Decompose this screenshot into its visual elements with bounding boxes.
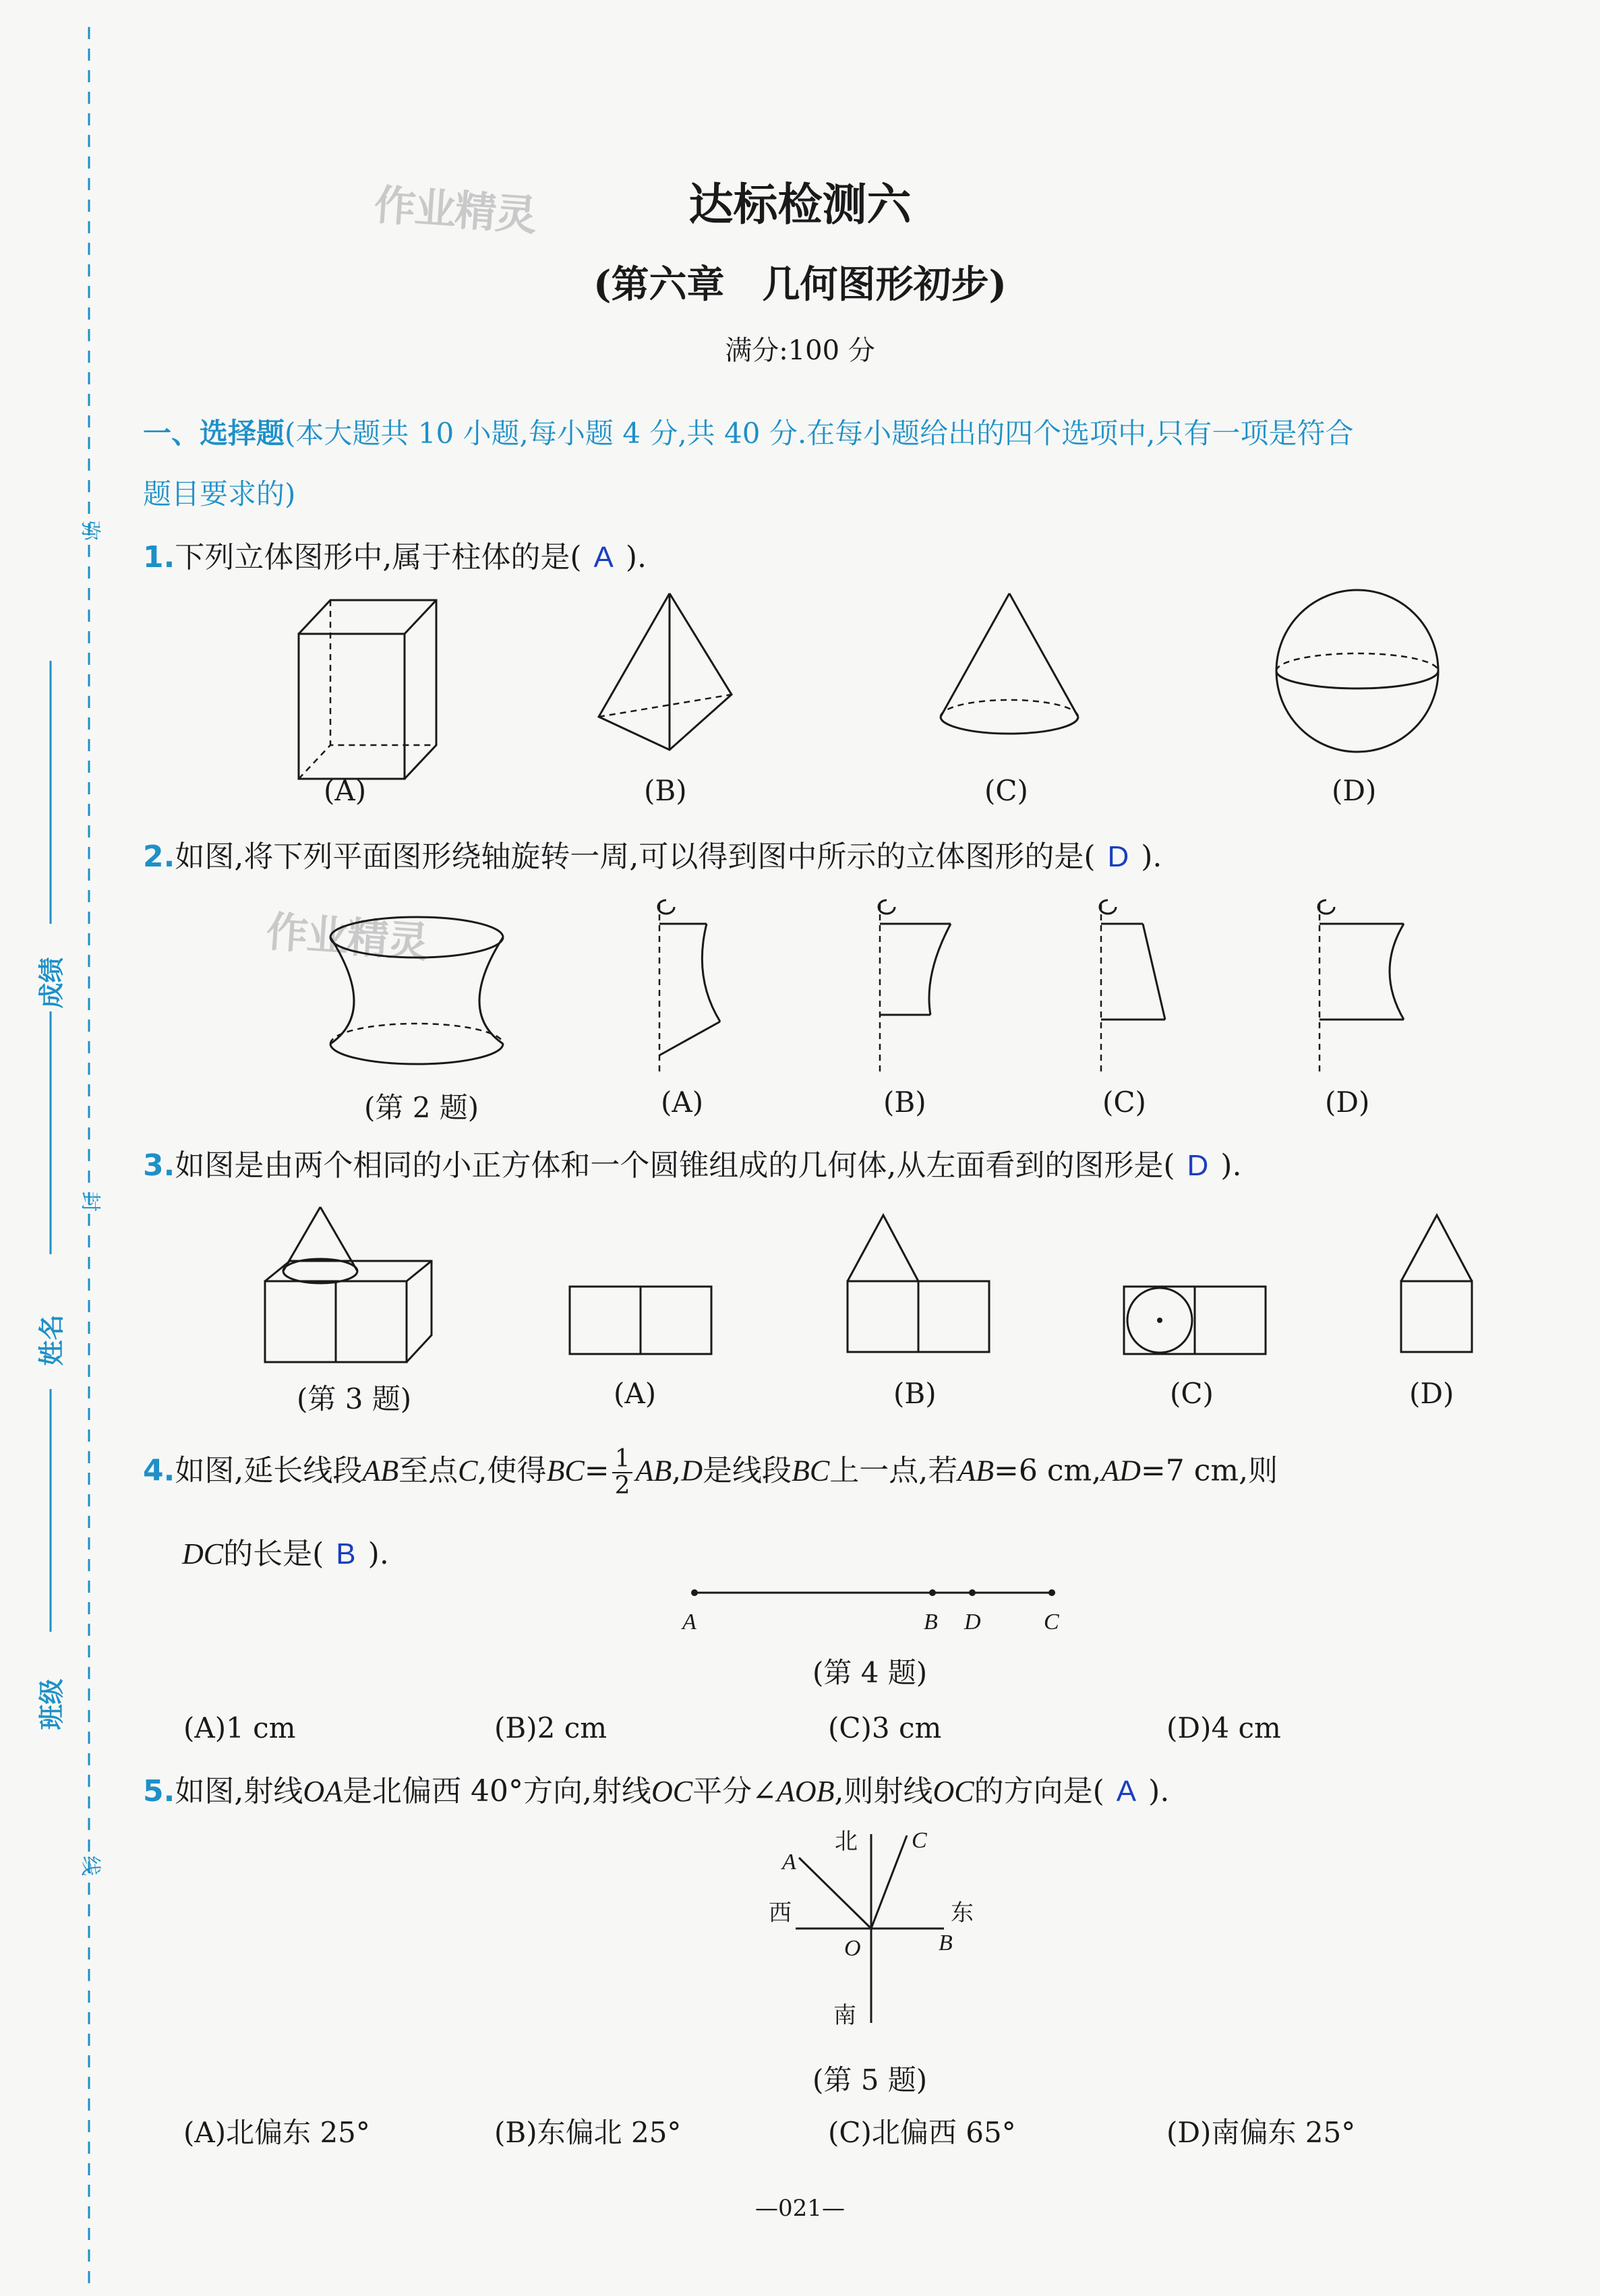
q4-point-c: C xyxy=(458,1454,478,1488)
q4-option-c: (C)3 cm xyxy=(828,1711,942,1744)
q3-end: ). xyxy=(1220,1148,1242,1183)
q3-option-a-figure xyxy=(570,1287,711,1354)
q4-text-f: =6 cm, xyxy=(994,1453,1102,1488)
seal-char-mi: 弥 xyxy=(78,521,102,541)
q4-end: ). xyxy=(367,1537,389,1571)
sidebar-label-chengji: 成绩 xyxy=(36,957,67,1009)
q4-point-d: D xyxy=(681,1454,703,1488)
q4-text-d: 是线段 xyxy=(703,1453,792,1488)
q3-option-c-figure xyxy=(1124,1287,1266,1354)
q2-fig-caption: (第 2 题) xyxy=(364,1091,479,1124)
q3-answer: D xyxy=(1187,1149,1209,1182)
q5-end: ). xyxy=(1148,1774,1170,1808)
sidebar-label-banji: 班级 xyxy=(36,1678,67,1730)
seal-char-xian: 线 xyxy=(78,1856,102,1876)
q5-answer: A xyxy=(1116,1775,1137,1808)
q5-ray-oc-2: OC xyxy=(932,1775,974,1808)
q5-dir-west: 西 xyxy=(769,1901,792,1926)
q2-option-c-figure xyxy=(1100,900,1165,1072)
watermark-mid: 作业精灵 xyxy=(264,906,429,968)
q1-number: 1. xyxy=(143,540,175,575)
q4-text-g: =7 cm,则 xyxy=(1140,1453,1278,1488)
page-title: 达标检测六 xyxy=(688,178,912,231)
q3-label-c: (C) xyxy=(1170,1377,1214,1410)
q5-text-a: 如图,射线 xyxy=(175,1774,303,1808)
q2-option-a-figure xyxy=(658,900,720,1072)
q5-number: 5. xyxy=(143,1774,175,1808)
q3-figures xyxy=(0,1200,1600,1403)
question-1 xyxy=(143,533,647,576)
q1-label-c: (C) xyxy=(984,774,1028,807)
q4-option-a: (A)1 cm xyxy=(183,1711,296,1744)
q3-fig-caption: (第 3 题) xyxy=(297,1382,412,1415)
question-5 xyxy=(143,1767,1169,1810)
q4-text-e: 上一点,若 xyxy=(829,1453,958,1488)
question-3 xyxy=(143,1141,1241,1184)
sphere-figure xyxy=(1276,590,1438,752)
q4-text-c: ,使得 xyxy=(477,1453,547,1488)
page-number: —021— xyxy=(755,2195,845,2222)
q4-eq: = xyxy=(584,1453,610,1488)
q5-ray-oa: OA xyxy=(303,1775,343,1808)
q2-label-b: (B) xyxy=(883,1086,926,1119)
section-note: (本大题共 10 小题,每小题 4 分,共 40 分.在每小题给出的四个选项中,只有一项是符合 xyxy=(285,417,1354,450)
seal-char-feng: 封 xyxy=(78,1191,102,1212)
q4-seg-ab-3: AB xyxy=(957,1454,995,1488)
q5-option-a: (A)北偏东 25° xyxy=(183,2116,370,2149)
q4-label-c: C xyxy=(1044,1610,1059,1635)
q5-option-d: (D)南偏东 25° xyxy=(1166,2116,1356,2149)
q3-label-a: (A) xyxy=(614,1377,657,1410)
hyperboloid-figure xyxy=(330,917,503,1064)
q5-dir-east: 东 xyxy=(951,1901,974,1926)
q2-option-b-figure xyxy=(879,900,951,1072)
q5-dir-north: 北 xyxy=(835,1829,858,1854)
q2-answer: D xyxy=(1107,840,1129,873)
q4-text-b: 至点 xyxy=(398,1453,458,1488)
section-choice xyxy=(143,403,1566,525)
question-2 xyxy=(143,832,1162,875)
q4-answer: B xyxy=(336,1537,356,1570)
q4-comma: , xyxy=(672,1453,682,1488)
q2-label-d: (D) xyxy=(1325,1086,1370,1119)
q4-seg-bc: BC xyxy=(546,1454,585,1488)
q1-label-d: (D) xyxy=(1332,774,1377,807)
q2-figures xyxy=(0,890,1600,1092)
q3-number: 3. xyxy=(143,1148,175,1183)
q3-option-b-figure xyxy=(848,1215,989,1352)
q5-point-o: O xyxy=(844,1936,861,1961)
section-title: 一、选择题 xyxy=(143,417,285,450)
q5-point-b: B xyxy=(939,1931,953,1955)
sidebar-label-xingming: 姓名 xyxy=(36,1314,67,1366)
q4-seg-ad: AD xyxy=(1101,1454,1141,1488)
q4-text-h: 的长是( xyxy=(223,1537,324,1571)
question-4 xyxy=(143,1446,1278,1499)
q1-label-b: (B) xyxy=(644,774,687,807)
prism-figure xyxy=(299,600,436,779)
question-4-line-2 xyxy=(182,1529,389,1572)
q5-text-d: ,则射线 xyxy=(834,1774,933,1808)
q4-seg-ab-2: AB xyxy=(635,1454,672,1488)
q2-option-d-figure xyxy=(1318,900,1404,1072)
q5-point-c: C xyxy=(912,1828,927,1853)
q5-ray-oc: OC xyxy=(651,1775,693,1808)
q4-fig-caption: (第 4 题) xyxy=(812,1656,928,1689)
watermark-top: 作业精灵 xyxy=(372,179,537,241)
q3-option-d-figure xyxy=(1401,1215,1472,1352)
pyramid-figure xyxy=(599,593,732,750)
q1-answer: A xyxy=(593,541,614,574)
q4-text-a: 如图,延长线段 xyxy=(175,1453,363,1488)
q5-angle-aob: AOB xyxy=(776,1775,835,1808)
q5-point-a: A xyxy=(782,1850,796,1875)
q5-text-b: 是北偏西 40°方向,射线 xyxy=(343,1774,651,1808)
cubes-cone-figure xyxy=(265,1207,432,1362)
q4-number: 4. xyxy=(143,1453,175,1488)
q4-frac-bot: 2 xyxy=(614,1472,630,1500)
q2-text: 如图,将下列平面图形绕轴旋转一周,可以得到图中所示的立体图形的是( xyxy=(175,840,1096,874)
q1-label-a: (A) xyxy=(324,774,367,807)
q4-figure xyxy=(0,1571,1600,1652)
page-subtitle: (第六章 几何图形初步) xyxy=(593,262,1007,307)
q2-label-a: (A) xyxy=(661,1086,704,1119)
q5-option-b: (B)东偏北 25° xyxy=(494,2116,682,2149)
q5-text-e: 的方向是( xyxy=(974,1774,1104,1808)
q5-dir-south: 南 xyxy=(833,2003,856,2028)
q5-figure xyxy=(0,1821,1600,2043)
q5-option-c: (C)北偏西 65° xyxy=(828,2116,1016,2149)
q3-label-b: (B) xyxy=(893,1377,937,1410)
q4-label-a: A xyxy=(682,1610,697,1635)
q4-seg-dc: DC xyxy=(182,1537,224,1570)
q1-figures xyxy=(0,593,1600,796)
q4-option-d: (D)4 cm xyxy=(1166,1711,1281,1744)
q3-label-d: (D) xyxy=(1409,1377,1454,1410)
full-score: 满分:100 分 xyxy=(725,335,875,366)
q4-option-b: (B)2 cm xyxy=(494,1711,608,1744)
q2-label-c: (C) xyxy=(1102,1086,1146,1119)
section-note-2: 题目要求的) xyxy=(143,477,296,510)
q5-text-c: 平分∠ xyxy=(692,1774,777,1808)
q2-number: 2. xyxy=(143,840,175,874)
q2-end: ). xyxy=(1141,840,1162,874)
q4-label-b: B xyxy=(924,1610,938,1635)
cone-figure xyxy=(941,593,1078,734)
q1-text: 下列立体图形中,属于柱体的是( xyxy=(175,540,582,575)
q4-seg-ab: AB xyxy=(362,1454,399,1488)
q5-fig-caption: (第 5 题) xyxy=(812,2063,928,2096)
q4-seg-bc-2: BC xyxy=(792,1454,830,1488)
q3-text: 如图是由两个相同的小正方体和一个圆锥组成的几何体,从左面看到的图形是( xyxy=(175,1148,1175,1183)
q4-fraction xyxy=(612,1446,633,1499)
q4-frac-top: 1 xyxy=(612,1446,633,1473)
q1-end: ). xyxy=(625,540,647,575)
q4-label-d: D xyxy=(964,1610,981,1635)
